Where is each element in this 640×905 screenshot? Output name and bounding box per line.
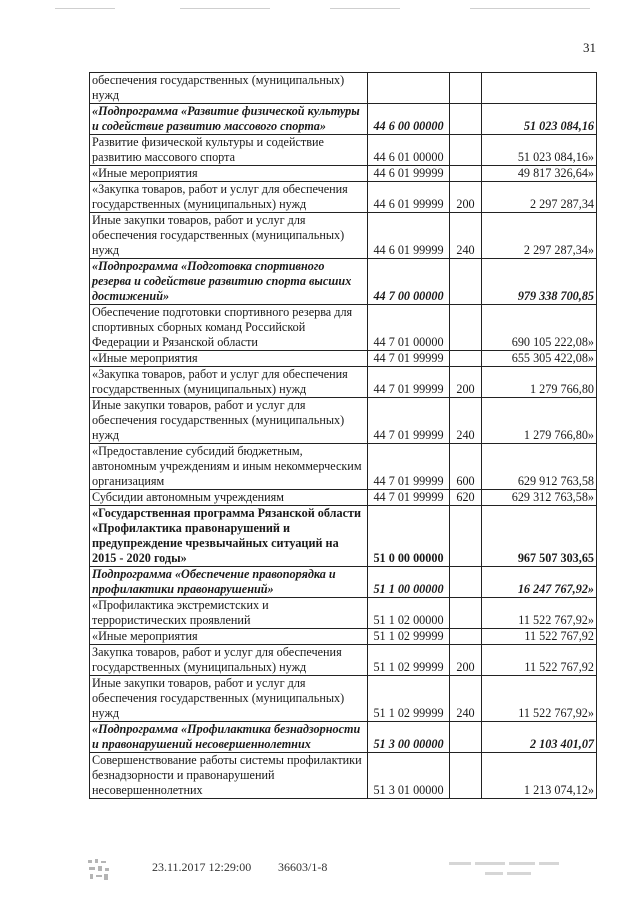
table-row: [90, 598, 597, 629]
row-code-cell: 44 7 01 99999: [368, 490, 450, 506]
table-row: [90, 629, 597, 645]
row-code-cell: 51 1 00 00000: [368, 567, 450, 598]
row-name-cell: «Предоставление субсидий бюджетным, автономным учреждениям и иным некоммерческим организациям: [90, 444, 368, 490]
row-type-cell: 200: [450, 182, 482, 213]
row-name-cell: «Профилактика экстремистских и террористических проявлений: [90, 598, 368, 629]
row-type-cell: [450, 104, 482, 135]
row-code-cell: 44 6 01 00000: [368, 135, 450, 166]
footer-date: 23.11.2017 12:29:00: [152, 860, 252, 874]
row-code-cell: 44 7 01 99999: [368, 444, 450, 490]
footer-document-ref: 36603/1-8: [278, 860, 328, 874]
row-type-cell: [450, 351, 482, 367]
row-amount-cell: 655 305 422,08»: [482, 351, 597, 367]
faded-watermark: [445, 856, 585, 886]
row-code-cell: 44 6 01 99999: [368, 182, 450, 213]
row-amount-cell: 51 023 084,16»: [482, 135, 597, 166]
row-amount-cell: 979 338 700,85: [482, 259, 597, 305]
row-type-cell: 240: [450, 398, 482, 444]
row-amount-cell: 1 279 766,80»: [482, 398, 597, 444]
row-type-cell: 600: [450, 444, 482, 490]
table-row: [90, 398, 597, 444]
row-name-cell: «Иные мероприятия: [90, 166, 368, 182]
row-amount-cell: 11 522 767,92: [482, 645, 597, 676]
table-row: [90, 506, 597, 567]
row-type-cell: 240: [450, 213, 482, 259]
row-name-cell: «Подпрограмма «Развитие физической культуры и содействие развитию массового спорта»: [90, 104, 368, 135]
row-name-cell: обеспечения государственных (муниципальных) нужд: [90, 73, 368, 104]
row-name-cell: Закупка товаров, работ и услуг для обеспечения государственных (муниципальных) нужд: [90, 645, 368, 676]
row-type-cell: [450, 598, 482, 629]
row-code-cell: 44 6 01 99999: [368, 213, 450, 259]
row-code-cell: 44 7 01 00000: [368, 305, 450, 351]
row-amount-cell: 49 817 326,64»: [482, 166, 597, 182]
row-amount-cell: 16 247 767,92»: [482, 567, 597, 598]
scan-artifact: [330, 8, 400, 9]
row-code-cell: 44 7 01 99999: [368, 351, 450, 367]
row-code-cell: 44 7 01 99999: [368, 367, 450, 398]
budget-table-body: [90, 73, 597, 799]
row-amount-cell: 629 912 763,58: [482, 444, 597, 490]
row-type-cell: [450, 567, 482, 598]
row-amount-cell: 2 103 401,07: [482, 722, 597, 753]
page-number: 31: [583, 40, 596, 55]
scan-artifact: [180, 8, 270, 9]
row-code-cell: 44 7 01 99999: [368, 398, 450, 444]
table-row: [90, 73, 597, 104]
row-name-cell: «Государственная программа Рязанской области «Профилактика правонарушений и предупреждение чрезвычайных ситуаций на 2015 - 2020 годы»: [90, 506, 368, 567]
row-name-cell: «Закупка товаров, работ и услуг для обеспечения государственных (муниципальных) нужд: [90, 182, 368, 213]
row-code-cell: 51 1 02 99999: [368, 676, 450, 722]
row-amount-cell: 11 522 767,92»: [482, 676, 597, 722]
row-name-cell: Развитие физической культуры и содействие развитию массового спорта: [90, 135, 368, 166]
row-code-cell: 51 1 02 00000: [368, 598, 450, 629]
row-type-cell: [450, 305, 482, 351]
row-type-cell: [450, 135, 482, 166]
table-row: [90, 753, 597, 799]
row-amount-cell: 690 105 222,08»: [482, 305, 597, 351]
row-amount-cell: 629 312 763,58»: [482, 490, 597, 506]
table-row: [90, 490, 597, 506]
row-amount-cell: 11 522 767,92: [482, 629, 597, 645]
row-amount-cell: 2 297 287,34: [482, 182, 597, 213]
row-type-cell: 200: [450, 645, 482, 676]
scan-artifact: [470, 8, 590, 9]
row-amount-cell: 11 522 767,92»: [482, 598, 597, 629]
row-type-cell: [450, 166, 482, 182]
scan-artifact: [55, 8, 115, 9]
table-row: [90, 104, 597, 135]
table-row: [90, 259, 597, 305]
row-type-cell: [450, 73, 482, 104]
row-code-cell: [368, 73, 450, 104]
row-name-cell: Обеспечение подготовки спортивного резерва для спортивных сборных команд Российской Федерации и Рязанской области: [90, 305, 368, 351]
row-name-cell: «Иные мероприятия: [90, 351, 368, 367]
row-name-cell: Иные закупки товаров, работ и услуг для обеспечения государственных (муниципальных) нужд: [90, 213, 368, 259]
row-name-cell: «Подпрограмма «Подготовка спортивного резерва и содействие развитию спорта высших достижений»: [90, 259, 368, 305]
row-type-cell: 200: [450, 367, 482, 398]
table-row: [90, 182, 597, 213]
row-name-cell: «Подпрограмма «Профилактика безнадзорности и правонарушений несовершеннолетних: [90, 722, 368, 753]
row-code-cell: 44 6 01 99999: [368, 166, 450, 182]
row-code-cell: 51 1 02 99999: [368, 645, 450, 676]
row-name-cell: Иные закупки товаров, работ и услуг для обеспечения государственных (муниципальных) нужд: [90, 676, 368, 722]
row-code-cell: 44 6 00 00000: [368, 104, 450, 135]
row-type-cell: [450, 722, 482, 753]
table-row: [90, 166, 597, 182]
row-code-cell: 44 7 00 00000: [368, 259, 450, 305]
row-amount-cell: 967 507 303,65: [482, 506, 597, 567]
row-type-cell: [450, 629, 482, 645]
row-type-cell: 620: [450, 490, 482, 506]
table-row: [90, 444, 597, 490]
row-type-cell: [450, 506, 482, 567]
table-row: [90, 676, 597, 722]
row-amount-cell: 2 297 287,34»: [482, 213, 597, 259]
row-code-cell: 51 0 00 00000: [368, 506, 450, 567]
row-amount-cell: 51 023 084,16: [482, 104, 597, 135]
row-name-cell: «Иные мероприятия: [90, 629, 368, 645]
row-name-cell: Иные закупки товаров, работ и услуг для обеспечения государственных (муниципальных) нужд: [90, 398, 368, 444]
table-row: [90, 567, 597, 598]
table-row: [90, 351, 597, 367]
row-amount-cell: 1 279 766,80: [482, 367, 597, 398]
row-type-cell: [450, 753, 482, 799]
row-name-cell: Подпрограмма «Обеспечение правопорядка и профилактики правонарушений»: [90, 567, 368, 598]
row-type-cell: [450, 259, 482, 305]
table-row: [90, 645, 597, 676]
table-row: [90, 722, 597, 753]
row-code-cell: 51 3 00 00000: [368, 722, 450, 753]
row-name-cell: «Закупка товаров, работ и услуг для обеспечения государственных (муниципальных) нужд: [90, 367, 368, 398]
table-row: [90, 367, 597, 398]
table-row: [90, 213, 597, 259]
scanner-stamp-icon: [86, 857, 112, 883]
row-amount-cell: [482, 73, 597, 104]
row-code-cell: 51 1 02 99999: [368, 629, 450, 645]
row-code-cell: 51 3 01 00000: [368, 753, 450, 799]
row-type-cell: 240: [450, 676, 482, 722]
row-name-cell: Субсидии автономным учреждениям: [90, 490, 368, 506]
row-amount-cell: 1 213 074,12»: [482, 753, 597, 799]
row-name-cell: Совершенствование работы системы профилактики безнадзорности и правонарушений несовершеннолетних: [90, 753, 368, 799]
budget-table: [89, 72, 597, 799]
table-row: [90, 135, 597, 166]
table-row: [90, 305, 597, 351]
